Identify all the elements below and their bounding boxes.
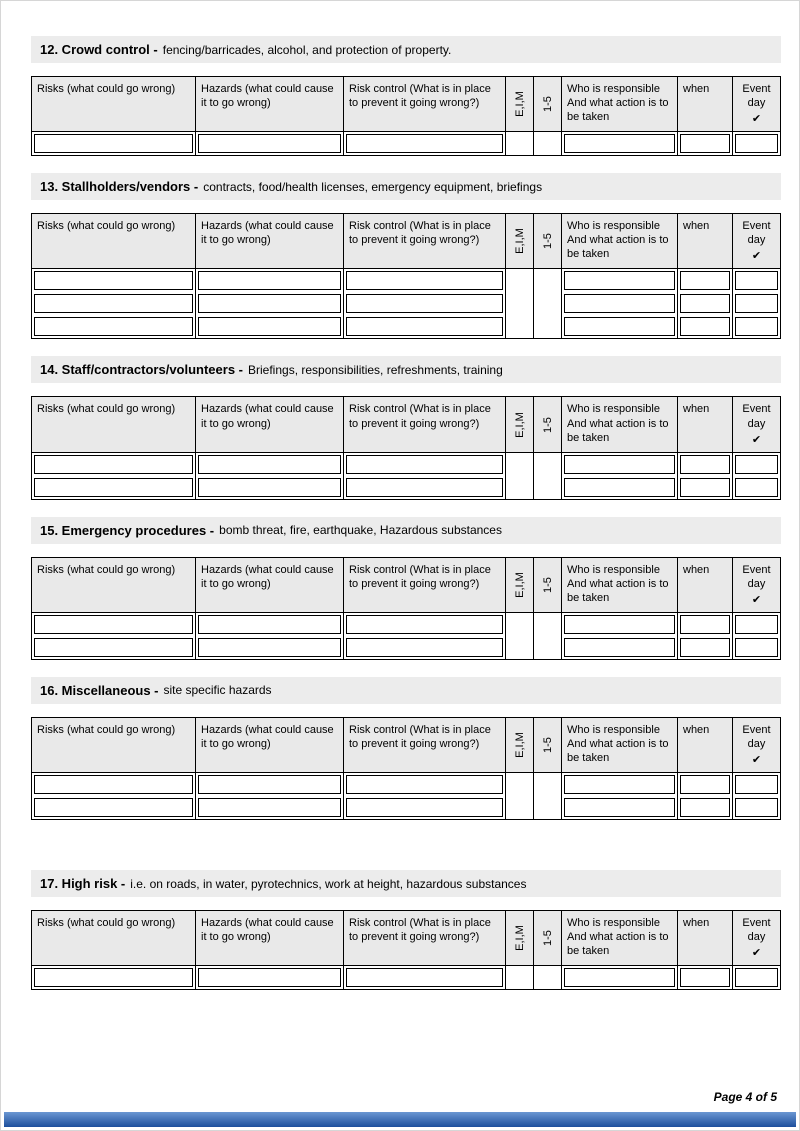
who-input[interactable] [564,271,675,290]
col-header-eim [506,214,534,268]
table-input-row [32,315,780,338]
bottom-border-bar [4,1112,796,1127]
scale-label: 1-5 [541,416,554,433]
table-input-row [32,269,780,292]
col-header-event-day [733,558,780,612]
cell-risks [32,796,196,819]
cell-1-5 [534,315,562,338]
cell-risks [32,476,196,499]
cell-risk-control [344,636,506,659]
event-day-input[interactable] [735,615,778,634]
risks-input[interactable] [34,798,193,817]
cell-when [678,476,733,499]
cell-who [562,966,678,989]
cell-1-5 [534,613,562,636]
who-input[interactable] [564,968,675,987]
risk-table [31,76,781,156]
hazards-input[interactable] [198,775,341,794]
risks-input[interactable] [34,294,193,313]
table-input-row [32,636,780,659]
col-header-risk-control: Risk control (What is in place to prevent it going wrong?) [344,77,506,131]
cell-hazards [196,269,344,292]
section-staff-contractors-volunteers [31,356,781,499]
check-icon: ✔ [751,113,762,126]
col-header-event-day [733,397,780,451]
eim-label: E,I,M [513,411,526,438]
cell-eim [506,966,534,989]
section-title: 16. Miscellaneous - [40,682,159,698]
cell-when [678,315,733,338]
cell-risks [32,453,196,476]
event-day-label: Event day [742,723,771,751]
risks-input[interactable] [34,478,193,497]
cell-hazards [196,476,344,499]
event-day-input[interactable] [735,478,778,497]
table-input-row [32,773,780,796]
section-high-risk [31,870,781,990]
cell-when [678,613,733,636]
hazards-input[interactable] [198,638,341,657]
when-input[interactable] [680,638,730,657]
col-header-eim [506,718,534,772]
cell-eim [506,476,534,499]
col-header-who: Who is responsible And what action is to be taken [562,397,678,451]
cell-who [562,636,678,659]
risks-input[interactable] [34,317,193,336]
event-day-label: Event day [742,83,771,110]
col-header-hazards: Hazards (what could cause it to go wrong) [196,214,344,268]
risk-control-input[interactable] [346,775,503,794]
risk-table [31,396,781,499]
col-header-event-day [733,911,780,965]
cell-hazards [196,292,344,315]
check-icon: ✔ [751,754,762,767]
cell-eim [506,636,534,659]
when-input[interactable] [680,775,730,794]
cell-hazards [196,796,344,819]
cell-1-5 [534,269,562,292]
cell-event-day [733,773,780,796]
who-input[interactable] [564,455,675,474]
col-header-eim [506,558,534,612]
table-input-row [32,292,780,315]
hazards-input[interactable] [198,134,341,153]
check-icon: ✔ [751,593,762,606]
col-header-risks: Risks (what could go wrong) [32,911,196,965]
cell-when [678,966,733,989]
cell-eim [506,796,534,819]
event-day-label: Event day [742,220,771,247]
section-description: Briefings, responsibilities, refreshments, training [248,362,503,377]
eim-label: E,I,M [513,571,526,598]
cell-hazards [196,613,344,636]
cell-who [562,315,678,338]
section-title: 15. Emergency procedures - [40,522,215,538]
eim-label: E,I,M [513,91,526,117]
section-title: 13. Stallholders/vendors - [40,179,199,195]
risk-control-input[interactable] [346,638,503,657]
risk-control-input[interactable] [346,615,503,634]
event-day-label: Event day [742,917,771,944]
when-input[interactable] [680,615,730,634]
cell-who [562,453,678,476]
cell-risks [32,773,196,796]
risk-table [31,213,781,339]
col-header-1-5 [534,911,562,965]
section-title: 14. Staff/contractors/volunteers - [40,362,243,378]
section-heading [31,677,781,704]
cell-risk-control [344,315,506,338]
cell-risk-control [344,796,506,819]
when-input[interactable] [680,968,730,987]
cell-risk-control [344,966,506,989]
when-input[interactable] [680,271,730,290]
section-miscellaneous [31,677,781,820]
scale-label: 1-5 [541,233,554,250]
col-header-hazards: Hazards (what could cause it to go wrong) [196,77,344,131]
table-header-row [32,214,780,269]
when-input[interactable] [680,294,730,313]
cell-event-day [733,476,780,499]
col-header-when: when [678,77,733,131]
cell-when [678,269,733,292]
col-header-when: when [678,558,733,612]
cell-eim [506,613,534,636]
cell-when [678,773,733,796]
hazards-input[interactable] [198,271,341,290]
cell-who [562,773,678,796]
event-day-input[interactable] [735,134,778,153]
col-header-eim [506,911,534,965]
section-heading [31,36,781,63]
cell-hazards [196,132,344,155]
col-header-hazards: Hazards (what could cause it to go wrong) [196,558,344,612]
cell-risk-control [344,269,506,292]
cell-risks [32,315,196,338]
eim-label: E,I,M [513,925,526,952]
cell-event-day [733,292,780,315]
event-day-input[interactable] [735,638,778,657]
who-input[interactable] [564,775,675,794]
section-heading [31,517,781,544]
cell-event-day [733,453,780,476]
cell-1-5 [534,966,562,989]
col-header-when: when [678,718,733,772]
col-header-1-5 [534,77,562,131]
col-header-risk-control: Risk control (What is in place to prevent it going wrong?) [344,911,506,965]
table-header-row [32,911,780,966]
cell-risk-control [344,132,506,155]
risk-table [31,557,781,660]
col-header-hazards: Hazards (what could cause it to go wrong) [196,397,344,451]
check-icon: ✔ [751,947,762,960]
risks-input[interactable] [34,638,193,657]
cell-when [678,453,733,476]
table-input-row [32,966,780,989]
hazards-input[interactable] [198,478,341,497]
section-heading [31,870,781,897]
col-header-risks: Risks (what could go wrong) [32,718,196,772]
risks-input[interactable] [34,134,193,153]
hazards-input[interactable] [198,455,341,474]
cell-hazards [196,315,344,338]
section-emergency-procedures [31,517,781,660]
cell-1-5 [534,636,562,659]
risk-control-input[interactable] [346,968,503,987]
hazards-input[interactable] [198,798,341,817]
risk-table [31,910,781,990]
cell-when [678,132,733,155]
col-header-who: Who is responsible And what action is to be taken [562,911,678,965]
event-day-label: Event day [742,563,771,590]
col-header-risks: Risks (what could go wrong) [32,214,196,268]
cell-risk-control [344,453,506,476]
risks-input[interactable] [34,615,193,634]
who-input[interactable] [564,478,675,497]
cell-when [678,292,733,315]
col-header-hazards: Hazards (what could cause it to go wrong) [196,911,344,965]
table-input-row [32,453,780,476]
cell-eim [506,315,534,338]
who-input[interactable] [564,638,675,657]
cell-hazards [196,636,344,659]
who-input[interactable] [564,615,675,634]
risks-input[interactable] [34,271,193,290]
event-day-input[interactable] [735,775,778,794]
event-day-input[interactable] [735,271,778,290]
cell-1-5 [534,453,562,476]
risk-control-input[interactable] [346,134,503,153]
cell-risk-control [344,476,506,499]
cell-who [562,132,678,155]
who-input[interactable] [564,798,675,817]
col-header-who: Who is responsible And what action is to be taken [562,558,678,612]
risk-control-input[interactable] [346,317,503,336]
cell-risk-control [344,292,506,315]
cell-hazards [196,453,344,476]
page-content [1,1,799,990]
col-header-event-day [733,77,780,131]
cell-1-5 [534,796,562,819]
col-header-eim [506,397,534,451]
col-header-who: Who is responsible And what action is to be taken [562,214,678,268]
risk-control-input[interactable] [346,271,503,290]
col-header-eim [506,77,534,131]
who-input[interactable] [564,294,675,313]
check-icon: ✔ [751,250,762,263]
event-day-input[interactable] [735,317,778,336]
col-header-risk-control: Risk control (What is in place to prevent it going wrong?) [344,718,506,772]
scale-label: 1-5 [541,930,554,947]
when-input[interactable] [680,317,730,336]
section-description: contracts, food/health licenses, emergency equipment, briefings [203,179,543,194]
cell-event-day [733,315,780,338]
cell-1-5 [534,773,562,796]
section-description: fencing/barricades, alcohol, and protection of property. [162,42,452,57]
table-input-row [32,796,780,819]
cell-who [562,269,678,292]
col-header-risks: Risks (what could go wrong) [32,77,196,131]
col-header-event-day [733,214,780,268]
risk-control-input[interactable] [346,455,503,474]
section-title: 12. Crowd control - [40,42,158,57]
col-header-1-5 [534,718,562,772]
eim-label: E,I,M [513,732,526,758]
scale-label: 1-5 [541,576,554,593]
scale-label: 1-5 [541,96,554,113]
cell-risk-control [344,773,506,796]
when-input[interactable] [680,478,730,497]
cell-eim [506,132,534,155]
cell-risks [32,636,196,659]
cell-who [562,292,678,315]
risk-control-input[interactable] [346,478,503,497]
cell-1-5 [534,132,562,155]
section-stallholders-vendors [31,173,781,339]
event-day-input[interactable] [735,968,778,987]
hazards-input[interactable] [198,317,341,336]
section-heading [31,356,781,383]
cell-risks [32,966,196,989]
cell-eim [506,292,534,315]
table-header-row [32,77,780,132]
risks-input[interactable] [34,968,193,987]
cell-hazards [196,773,344,796]
hazards-input[interactable] [198,615,341,634]
risk-control-input[interactable] [346,294,503,313]
cell-event-day [733,966,780,989]
cell-risks [32,613,196,636]
cell-risks [32,269,196,292]
col-header-when: when [678,214,733,268]
page-number: Page 4 of 5 [713,1090,777,1104]
section-description: bomb threat, fire, earthquake, Hazardous substances [219,523,502,538]
col-header-risks: Risks (what could go wrong) [32,558,196,612]
who-input[interactable] [564,317,675,336]
col-header-risk-control: Risk control (What is in place to prevent it going wrong?) [344,397,506,451]
cell-1-5 [534,292,562,315]
cell-risks [32,292,196,315]
risk-control-input[interactable] [346,798,503,817]
table-input-row [32,132,780,155]
hazards-input[interactable] [198,968,341,987]
table-input-row [32,613,780,636]
col-header-1-5 [534,397,562,451]
when-input[interactable] [680,134,730,153]
event-day-input[interactable] [735,455,778,474]
risks-input[interactable] [34,775,193,794]
check-icon: ✔ [751,433,762,446]
cell-who [562,796,678,819]
table-header-row [32,558,780,613]
section-description: site specific hazards [163,683,272,698]
cell-when [678,636,733,659]
col-header-risks: Risks (what could go wrong) [32,397,196,451]
table-header-row [32,397,780,452]
cell-event-day [733,636,780,659]
section-description: i.e. on roads, in water, pyrotechnics, work at height, hazardous substances [130,876,527,891]
cell-eim [506,269,534,292]
who-input[interactable] [564,134,675,153]
col-header-risk-control: Risk control (What is in place to prevent it going wrong?) [344,558,506,612]
cell-who [562,476,678,499]
risks-input[interactable] [34,455,193,474]
scale-label: 1-5 [541,737,554,754]
event-day-input[interactable] [735,294,778,313]
col-header-who: Who is responsible And what action is to be taken [562,718,678,772]
section-heading [31,173,781,200]
cell-eim [506,453,534,476]
hazards-input[interactable] [198,294,341,313]
col-header-risk-control: Risk control (What is in place to prevent it going wrong?) [344,214,506,268]
col-header-when: when [678,911,733,965]
table-header-row [32,718,780,773]
col-header-1-5 [534,214,562,268]
cell-risk-control [344,613,506,636]
when-input[interactable] [680,798,730,817]
table-input-row [32,476,780,499]
when-input[interactable] [680,455,730,474]
cell-event-day [733,613,780,636]
event-day-label: Event day [742,403,771,430]
cell-when [678,796,733,819]
col-header-who: Who is responsible And what action is to be taken [562,77,678,131]
risk-table [31,717,781,820]
section-title: 17. High risk - [40,876,126,892]
cell-who [562,613,678,636]
cell-event-day [733,796,780,819]
cell-event-day [733,269,780,292]
cell-event-day [733,132,780,155]
cell-hazards [196,966,344,989]
section-crowd-control [31,36,781,156]
cell-risks [32,132,196,155]
event-day-input[interactable] [735,798,778,817]
col-header-event-day [733,718,780,772]
eim-label: E,I,M [513,228,526,255]
cell-1-5 [534,476,562,499]
col-header-1-5 [534,558,562,612]
col-header-hazards: Hazards (what could cause it to go wrong) [196,718,344,772]
cell-eim [506,773,534,796]
col-header-when: when [678,397,733,451]
